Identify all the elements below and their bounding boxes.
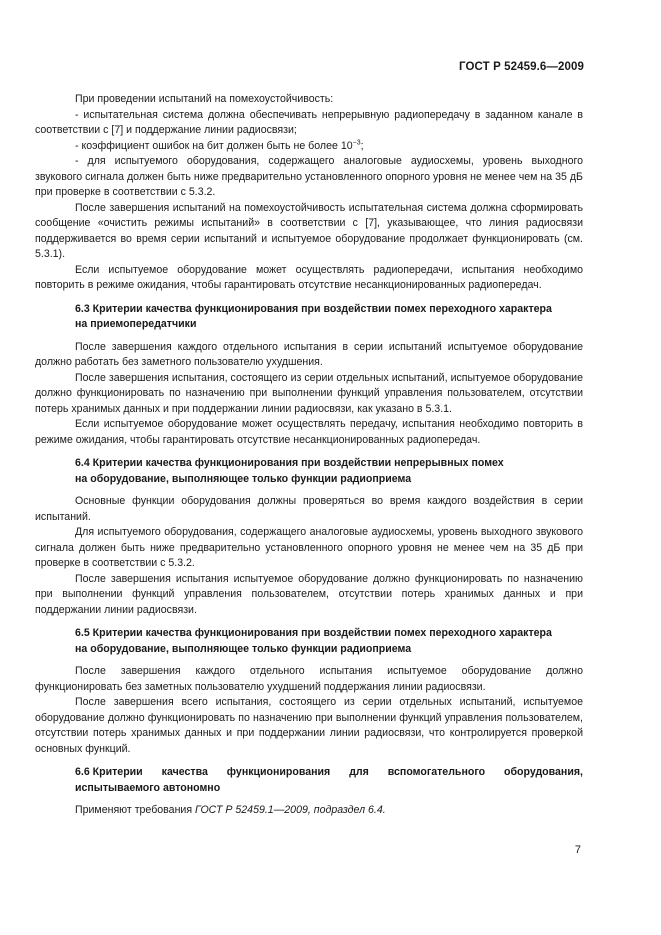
intro-paragraph-1: При проведении испытаний на помехоустойчивость: <box>75 93 334 105</box>
title-word: оборудования, <box>504 766 583 778</box>
title-word: функционирования <box>226 766 331 778</box>
intro-paragraph-2: После завершения испытаний на помехоустойчивость испытательная система должна сформировать сообщение «очистить режимы испытаний» в соответствии с [7], указывающее, что линия радиосвязи поддерживается во время серии испытаний и испытуемое оборудование продолжает функционировать (см. 5.3.1). <box>35 201 583 260</box>
section-6-3-paragraph-1: После завершения каждого отдельного испытания в серии испытаний испытуемое оборудование должно работать без заметного пользователю ухудшения. <box>35 340 583 368</box>
exponent: −3 <box>352 138 361 146</box>
section-6-6-heading <box>35 765 583 796</box>
section-6-5-title-line-1: 6.5 Критерии качества функционирования при воздействии помех переходного характера <box>75 627 552 639</box>
section-6-5-title-line-2: на оборудование, выполняющее только функции радиоприема <box>75 642 412 655</box>
section-6-6-title-line-1 <box>75 765 583 781</box>
section-6-3-heading <box>35 302 583 333</box>
title-word: вспомогательного <box>387 766 486 778</box>
intro-paragraph-3: Если испытуемое оборудование может осуществлять радиопередачи, испытания необходимо повторить в режиме ожидания, чтобы гарантировать отсутствие несанкционированных радиопередач. <box>35 263 583 291</box>
bullet-2-end: ; <box>360 139 364 152</box>
section-6-4-heading <box>35 456 583 487</box>
section-6-4-paragraph-3: После завершения испытания испытуемое оборудование должно функционировать по назначению при выполнении функций управления пользователем, отсутствии потерь хранимых данных и при поддержании линии радиосвязи. <box>35 572 583 616</box>
intro-bullet-1: - испытательная система должна обеспечивать непрерывную радиопередачу в заданном канале в соответствии с [7] и поддержание линии радиосвязи; <box>35 108 583 136</box>
section-6-4-title-line-1: 6.4 Критерии качества функционирования при воздействии непрерывных помех <box>75 457 504 469</box>
standard-reference: ГОСТ Р 52459.1—2009, подраздел 6.4. <box>195 804 386 816</box>
page-number: 7 <box>574 844 581 856</box>
document-header: ГОСТ Р 52459.6—2009 <box>459 61 584 73</box>
section-6-4-paragraph-2: Для испытуемого оборудования, содержащего аналоговые аудиосхемы, уровень выходного звукового сигнала должен быть ниже предварительно установленного опорного уровня не менее чем на 35 дБ при проверке в соответствии с 5.3.2. <box>35 526 583 569</box>
title-word: качества <box>161 766 208 778</box>
section-6-4-paragraph-1: Основные функции оборудования должны проверяться во время каждого воздействия в серии испытаний. <box>35 495 583 523</box>
title-word: для <box>349 766 369 778</box>
section-6-5-heading <box>35 626 583 657</box>
section-6-6-title-line-2: испытываемого автономно <box>75 781 221 794</box>
section-6-5-paragraph-2: После завершения всего испытания, состоящего из серии отдельных испытаний, испытуемое оборудование должно функционировать по назначению при выполнении функций управления пользователем, отсутствии потерь хранимых данных и при поддержании линии радиосвязи, что контролируется проверкой основных функций. <box>35 696 583 755</box>
section-6-3-title-line-1: 6.3 Критерии качества функционирования при воздействии помех переходного характера <box>75 302 552 315</box>
section-6-3-title-line-2: на приемопередатчики <box>75 318 197 330</box>
requirement-text: Применяют требования <box>75 804 196 816</box>
section-6-6-paragraph-1 <box>35 803 583 819</box>
title-word: 6.6 Критерии <box>75 766 143 778</box>
section-6-4-title-line-2: на оборудование, выполняющее только функции радиоприема <box>75 472 412 485</box>
document-body <box>35 92 583 819</box>
intro-bullet-2 <box>35 139 583 155</box>
bullet-2-text: - коэффициент ошибок на бит должен быть не более 10 <box>75 139 353 152</box>
section-6-3-paragraph-2: После завершения испытания, состоящего из серии отдельных испытаний, испытуемое оборудование должно функционировать по назначению при выполнении функций управления пользователем, отсутствии потерь хранимых данных и при поддержании линии радиосвязи, как указано в 5.3.1. <box>35 371 583 415</box>
section-6-3-paragraph-3: Если испытуемое оборудование может осуществлять передачу, испытания необходимо повторить в режиме ожидания, чтобы гарантировать отсутствие несанкционированных радиопередач. <box>35 418 583 446</box>
intro-bullet-3: - для испытуемого оборудования, содержащего аналоговые аудиосхемы, уровень выходного звукового сигнала должен быть ниже предварительно установленного опорного уровня не менее чем на 35 дБ при проверке в соответствии с 5.3.2. <box>35 155 583 198</box>
section-6-5-paragraph-1: После завершения каждого отдельного испытания испытуемое оборудование должно функционировать без заметных пользователю ухудшений поддержания линии радиосвязи. <box>35 665 583 693</box>
